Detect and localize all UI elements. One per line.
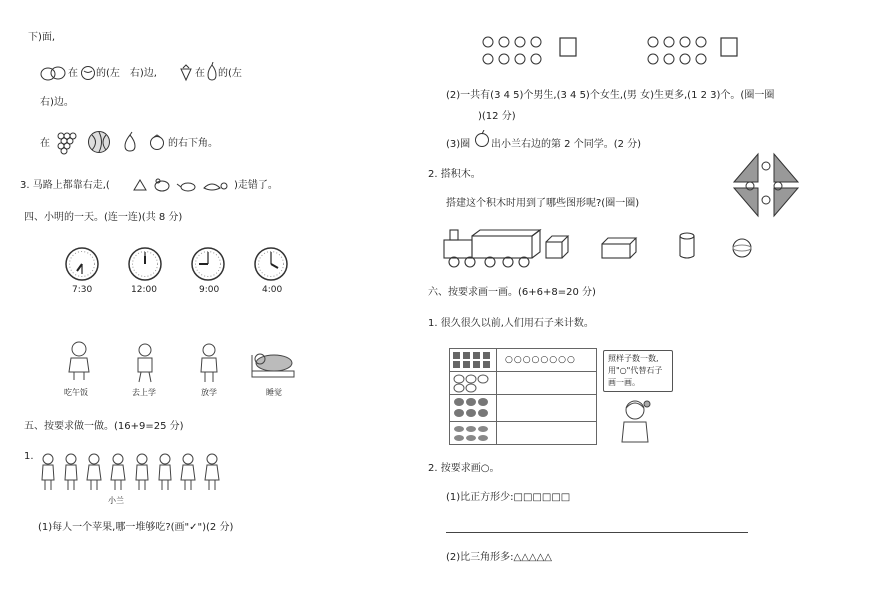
section-6-title: 六、按要求画一画。(6+6+8=20 分) [428,287,596,298]
question-1-3-prefix: (3)圈 [446,139,471,150]
question-1-2-line2: )(12 分) [478,111,516,122]
text-line-2d: 的(左 [218,68,242,79]
text-line-2c: 在 [195,68,205,79]
apple-pile-2-icon [645,34,755,68]
child-school-icon [134,342,156,384]
watermelon-icon [86,130,112,154]
melon-icon [80,65,96,81]
text-line-4a: 在 [40,138,50,149]
clock-label-3: 9:00 [199,285,220,295]
fruit-peach-icon [40,64,66,82]
question-6-2-1: (1)比正方形少:□□□□□□ [446,492,571,503]
question-2-text: 搭建这个积木时用到了哪些图形呢?(圈一圈) [446,198,640,209]
activity-label-1: 吃午饭 [64,388,88,397]
kid-label-xiaolan: 小兰 [108,496,124,505]
clock-label-2: 12:00 [131,285,157,295]
apple-icon [474,130,490,148]
activity-label-4: 睡觉 [266,388,282,397]
count-row-4-items [450,422,497,445]
count-row-1-items [450,349,497,372]
question-3-prefix: 3. 马路上都靠右走,( [20,180,110,191]
child-after-school-icon [198,342,220,384]
animals-icon [132,176,232,194]
girl-teacher-icon [618,398,652,444]
grapes-icon [55,130,77,156]
clock-1200-icon [127,246,163,282]
blocks-shapes-icon [440,226,770,270]
text-line-3: 右)边。 [40,97,74,108]
question-2-title: 2. 搭积木。 [428,169,481,180]
section-4-title: 四、小明的一天。(连一连)(共 8 分) [24,212,183,223]
tomato-icon [148,134,166,150]
apple-pile-1-icon [480,34,590,68]
text-line-4b: 的右下角。 [168,138,218,149]
question-1-2-line1: (2)一共有(3 4 5)个男生,(3 4 5)个女生,(男 女)生更多,(1 2 3)个。(圈一圈 [446,90,775,101]
child-eating-icon [66,340,92,382]
pear-icon [205,62,219,82]
question-3-suffix: )走错了。 [234,180,278,191]
count-row-1-circles: ○○○○○○○○ [497,349,597,372]
clock-label-1: 7:30 [72,285,93,295]
pear-icon-2 [122,131,138,153]
text-line-2b: 的(左 右)边, [96,68,157,79]
question-6-2: 2. 按要求画○。 [428,463,500,474]
clock-900-icon [190,246,226,282]
children-row-icon [38,452,224,492]
tangram-pattern-icon [732,152,800,218]
count-row-2-items [450,372,497,395]
activity-label-2: 去上学 [132,388,156,397]
answer-line[interactable] [446,532,748,533]
clock-400-icon [253,246,289,282]
child-sleeping-icon [250,345,296,379]
text-line-2a: 在 [68,68,78,79]
question-1-number: 1. [24,451,34,462]
question-1-1: (1)每人一个苹果,哪一堆够吃?(画"✓")(2 分) [38,522,234,533]
activity-label-3: 放学 [201,388,217,397]
question-1-3-suffix: 出小兰右边的第 2 个同学。(2 分) [491,139,642,150]
count-row-3-answer[interactable] [497,395,597,422]
clock-label-4: 4:00 [262,285,283,295]
count-row-4-answer[interactable] [497,422,597,445]
section-5-title: 五、按要求做一做。(16+9=25 分) [24,421,184,432]
count-row-3-items [450,395,497,422]
count-row-2-answer[interactable] [497,372,597,395]
text-line-1: 下)面, [28,32,56,43]
question-6-2-2: (2)比三角形多:△△△△△ [446,552,552,563]
question-6-1: 1. 很久很久以前,人们用石子来计数。 [428,318,594,329]
strawberry-icon [178,64,194,82]
speech-bubble: 照样子数一数,用"○"代替石子画一画。 [603,350,673,392]
counting-table [449,348,597,445]
clock-730-icon [64,246,100,282]
